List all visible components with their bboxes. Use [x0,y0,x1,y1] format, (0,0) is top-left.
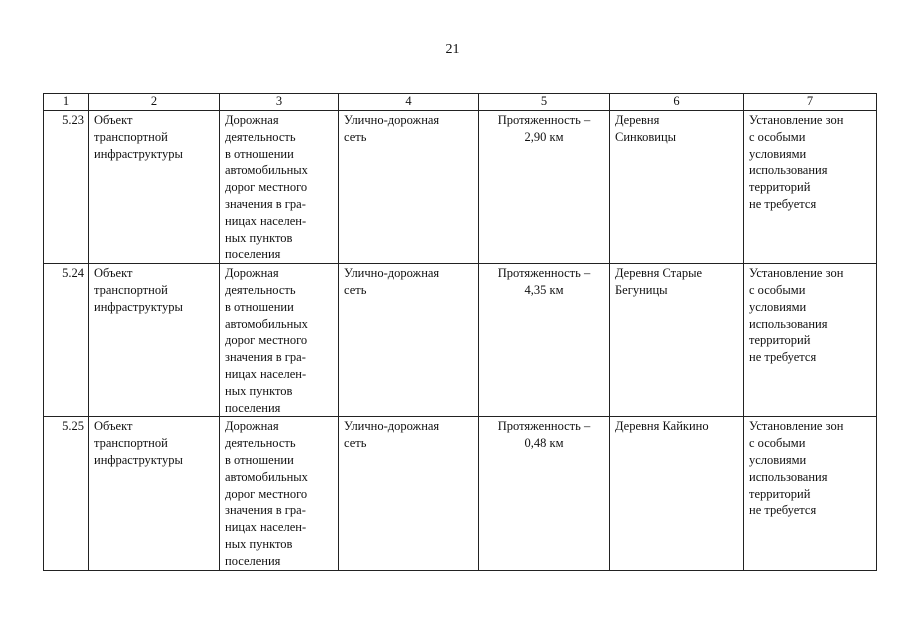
network-text: Улично-дорожная сеть [344,113,440,144]
column-header-6: 6 [610,94,744,111]
length-cell [479,111,610,264]
length-text: Протяженность – 4,35 км [497,266,591,297]
network-cell [339,264,479,417]
location-cell [610,417,744,570]
column-header-5: 5 [479,94,610,111]
row-number: 5.25 [62,419,84,434]
length-text: Протяженность – 0,48 км [497,419,591,451]
zones-text: Установление зон с особыми условиями использования территорий не требуется [749,419,844,518]
table-row [44,111,877,264]
zones-text: Установление зон с особыми условиями использования территорий не требуется [749,266,844,365]
network-cell [339,111,479,264]
column-header-7: 7 [744,94,877,111]
length-cell [479,417,610,570]
row-number: 5.24 [62,266,84,281]
activity-text: Дорожная деятельность в отношении автомобильных дорог местного значения в гра- ницах населен- ных пунктов поселения [225,266,308,415]
row-number-cell [44,111,89,264]
object-name: Объект транспортной инфраструктуры [94,113,183,161]
activity-cell [220,417,339,570]
location-text: Деревня Старые Бегуницы [615,266,703,297]
zones-cell [744,264,877,417]
column-header-1: 1 [44,94,89,111]
activity-text: Дорожная деятельность в отношении автомобильных дорог местного значения в гра- ницах населен- ных пунктов поселения [225,419,308,568]
network-text: Улично-дорожная сеть [344,266,440,297]
location-cell [610,264,744,417]
object-cell [89,417,220,570]
zones-cell [744,417,877,570]
activity-cell [220,111,339,264]
zones-cell [744,111,877,264]
activity-text: Дорожная деятельность в отношении автомобильных дорог местного значения в гра- ницах населен- ных пунктов поселения [225,113,308,262]
table-row [44,264,877,417]
column-header-4: 4 [339,94,479,111]
column-header-2: 2 [89,94,220,111]
row-number: 5.23 [62,113,84,127]
activity-cell [220,264,339,417]
object-name: Объект транспортной инфраструктуры [94,266,183,314]
object-cell [89,264,220,417]
row-number-cell [44,264,89,417]
object-name: Объект транспортной инфраструктуры [94,419,183,467]
table-row [44,417,877,570]
column-header-3: 3 [220,94,339,111]
length-text: Протяженность – 2,90 км [497,113,591,144]
network-text: Улично-дорожная сеть [344,419,440,451]
zones-text: Установление зон с особыми условиями использования территорий не требуется [749,113,844,211]
length-cell [479,264,610,417]
location-text: Деревня Кайкино [615,419,709,434]
object-cell [89,111,220,264]
page-number: 21 [445,42,460,57]
header-row [44,94,877,111]
location-cell [610,111,744,264]
network-cell [339,417,479,570]
location-text: Деревня Синковицы [615,113,677,144]
row-number-cell [44,417,89,570]
objects-table [43,93,877,571]
